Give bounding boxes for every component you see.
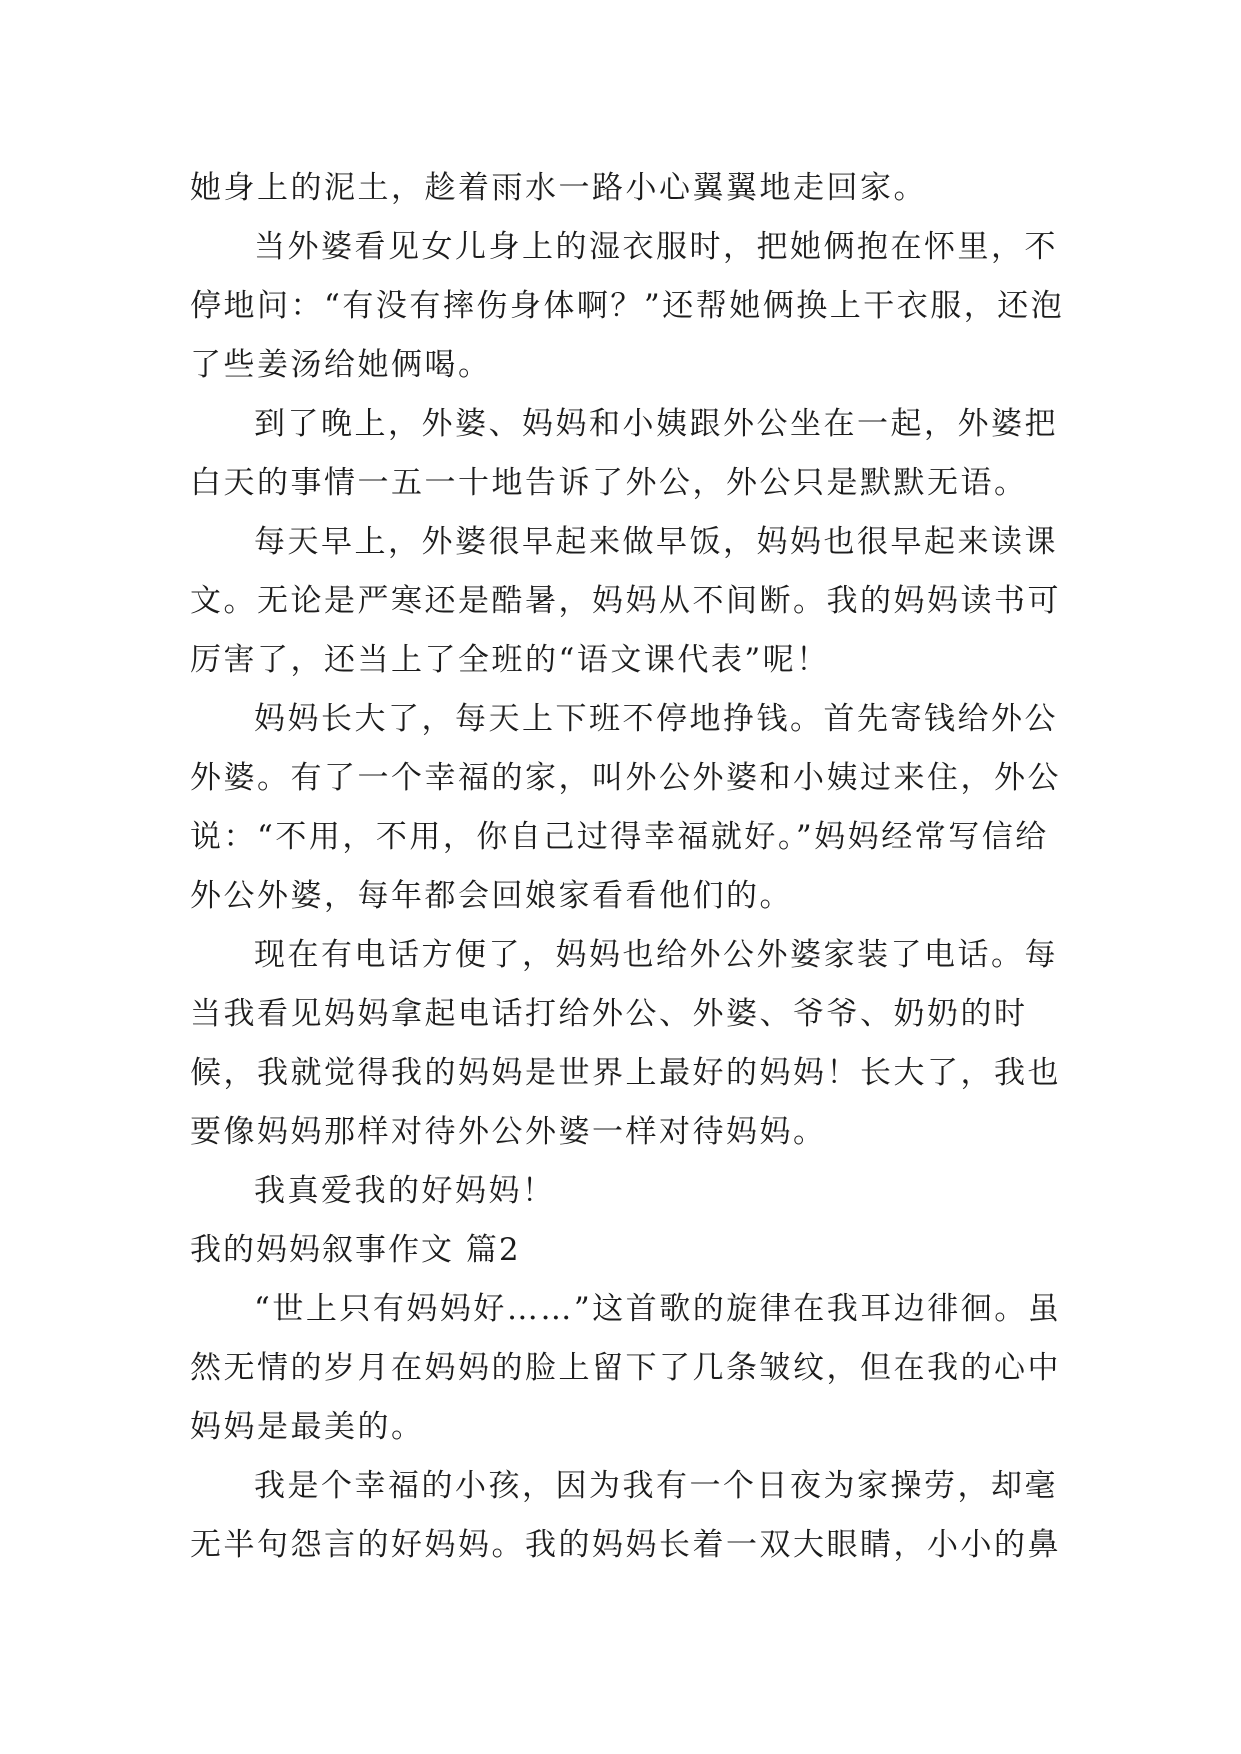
paragraph: 妈妈长大了，每天上下班不停地挣钱。首先寄钱给外公外婆。有了一个幸福的家，叫外公外婆和小姨过来住，外公说：“不用，不用，你自己过得幸福就好。”妈妈经常写信给外公外婆，每年都会回娘家看看他们的。 (190, 701, 1061, 914)
paragraph: 到了晚上，外婆、妈妈和小姨跟外公坐在一起，外婆把白天的事情一五一十地告诉了外公，外公只是默默无语。 (190, 406, 1058, 501)
paragraph: 我是个幸福的小孩，因为我有一个日夜为家操劳，却毫无半句怨言的好妈妈。我的妈妈长着一双大眼睛，小小的鼻 (190, 1468, 1061, 1563)
paragraph: 每天早上，外婆很早起来做早饭，妈妈也很早起来读课文。无论是严寒还是酷暑，妈妈从不间断。我的妈妈读书可厉害了，还当上了全班的“语文课代表”呢！ (190, 524, 1061, 678)
paragraph-continuation: 她身上的泥土，趁着雨水一路小心翼翼地走回家。 (190, 170, 927, 206)
paragraph: 现在有电话方便了，妈妈也给外公外婆家装了电话。每当我看见妈妈拿起电话打给外公、外婆、爷爷、奶奶的时候，我就觉得我的妈妈是世界上最好的妈妈！长大了，我也要像妈妈那样对待外公外婆一样对待妈妈。 (190, 937, 1061, 1150)
section-heading: 我的妈妈叙事作文 篇2 (190, 1232, 521, 1268)
paragraph: 我真爱我的好妈妈！ (254, 1173, 556, 1209)
paragraph: “世上只有妈妈好……”这首歌的旋律在我耳边徘徊。虽然无情的岁月在妈妈的脸上留下了几条皱纹，但在我的心中妈妈是最美的。 (190, 1291, 1062, 1445)
document-body (190, 159, 1070, 1575)
paragraph: 当外婆看见女儿身上的湿衣服时，把她俩抱在怀里，不停地问：“有没有摔伤身体啊？”还帮她俩换上干衣服，还泡了些姜汤给她俩喝。 (190, 229, 1065, 383)
